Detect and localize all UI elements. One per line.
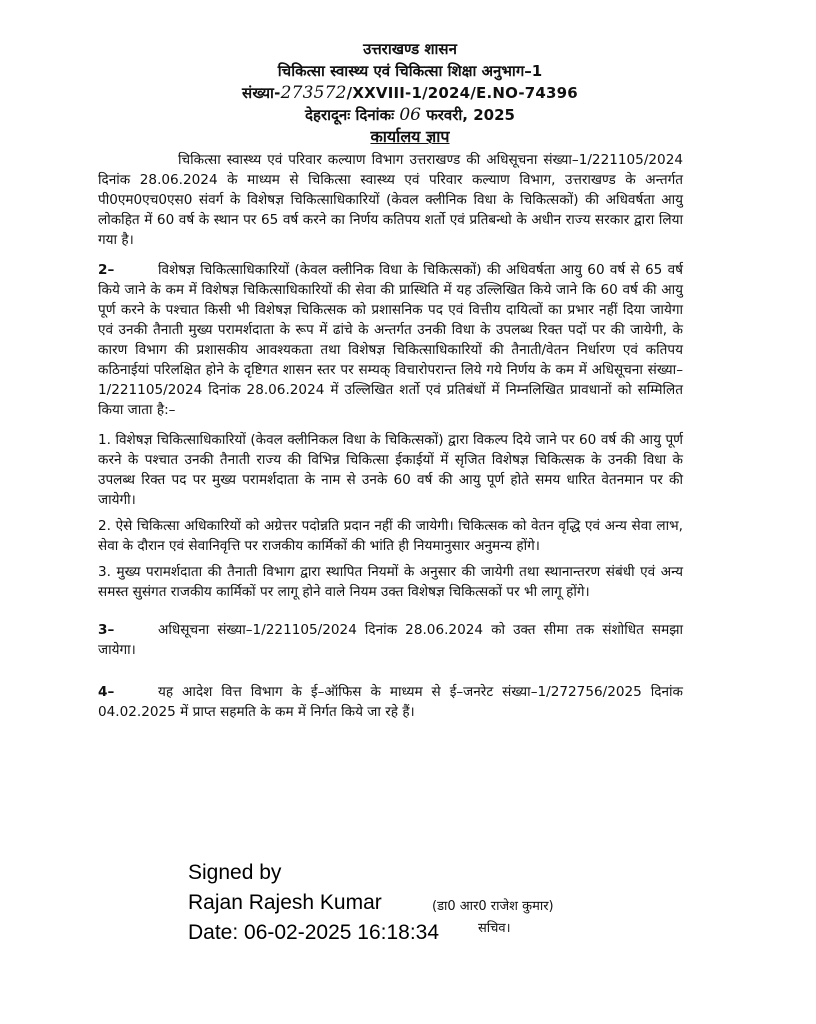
handwritten-day: 06	[399, 105, 421, 125]
date-prefix: देहरादूनः दिनांकः	[305, 106, 395, 124]
paragraph-4-number: 4–	[98, 684, 115, 700]
paragraph-2	[98, 260, 683, 420]
paragraph-1: चिकित्सा स्वास्थ्य एवं परिवार कल्याण विभाग उत्तराखण्ड की अधिसूचना संख्या–1/221105/2024 दिनांक 28.06.2024 के माध्यम से चिकित्सा स्वास्थ्य एवं परिवार कल्याण विभाग, उत्तराखण्ड के अन्तर्गत पी0एम0एच0एस0 संवर्ग के विशेषज्ञ चिकित्साधिकारियों (केवल क्लीनिक विधा के चिकित्सकों) की अधिवर्षता आयु लोकहित में 60 वर्ष के स्थान पर 65 वर्ष करने का निर्णय कतिपय शर्तो एवं प्रतिबन्धो के अधीन राज्य सरकार द्वारा लिया गया है।	[98, 152, 683, 248]
paragraph-3-number: 3–	[98, 622, 115, 638]
reference-prefix: संख्या-	[242, 84, 281, 102]
provision-1: 1. विशेषज्ञ चिकित्साधिकारियों (केवल क्लीनिकल विधा के चिकित्सकों) द्वारा विकल्प दिये जाने पर 60 वर्ष की आयु पूर्ण करने के पश्चात उनकी तैनाती राज्य की विभिन्न चिकित्सा ईकाईयों में सृजित विशेषज्ञ चिकित्सक के उनकी विधा के उपलब्ध रिक्त पद पर मुख्य परामर्शदाता के नाम से उनके 60 वर्ष की आयु पूर्ण होते समय धारित वेतनमान पर की जायेगी।	[98, 432, 683, 508]
paragraph-4	[98, 682, 683, 722]
reference-number	[200, 82, 620, 104]
paragraph-2-number: 2–	[98, 262, 115, 278]
handwritten-ref-number: 273572	[280, 83, 347, 103]
signatory-designation: सचिव।	[478, 921, 511, 936]
signed-by-label: Signed by	[188, 861, 282, 884]
letter-header	[200, 38, 620, 148]
paragraph-3	[98, 620, 683, 660]
digital-signature-block	[188, 858, 648, 948]
paragraph-3-text: अधिसूचना संख्या–1/221105/2024 दिनांक 28.06.2024 को उक्त सीमा तक संशोधित समझा जायेगा।	[98, 622, 683, 658]
memo-body	[98, 150, 683, 732]
department-name: चिकित्सा स्वास्थ्य एवं चिकित्सा शिक्षा अनुभाग–1	[277, 62, 543, 80]
reference-suffix: /XXVIII-1/2024/E.NO-74396	[346, 84, 578, 102]
provision-2: 2. ऐसे चिकित्सा अधिकारियों को अग्रेत्तर पदोन्नति प्रदान नहीं की जायेगी। चिकित्सक को वेतन वृद्धि एवं अन्य सेवा लाभ, सेवा के दौरान एवं सेवानिवृत्ति पर राजकीय कार्मिकों की भांति ही नियमानुसार अनुमन्य होंगे।	[98, 518, 683, 554]
provision-3: 3. मुख्य परामर्शदाता की तैनाती विभाग द्वारा स्थापित नियमों के अनुसार की जायेगी तथा स्थानान्तरण संबंधी एवं अन्य समस्त सुसंगत राजकीय कार्मिकों पर लागू होने वाले नियम उक्त विशेषज्ञ चिकित्सकों पर भी लागू होंगे।	[98, 564, 683, 600]
paragraph-4-text: यह आदेश वित्त विभाग के ई–ऑफिस के माध्यम से ई–जनरेट संख्या–1/272756/2025 दिनांक 04.02.2025 में प्राप्त सहमति के कम में निर्गत किये जा रहे हैं।	[98, 684, 683, 720]
signer-name: Rajan Rajesh Kumar	[188, 891, 382, 914]
signature-date: Date: 06-02-2025 16:18:34	[188, 921, 440, 944]
paragraph-2-text: विशेषज्ञ चिकित्साधिकारियों (केवल क्लीनिक विधा के चिकित्सकों) की अधिवर्षता आयु 60 वर्ष से 65 वर्ष किये जाने के कम में विशेषज्ञ चिकित्साधिकारियों की सेवा की प्रास्थिति में यह उल्लिखित किये जाने कि 60 वर्ष की आयु पूर्ण करने के पश्चात किसी भी विशेषज्ञ चिकित्सक को प्रशासनिक पद एवं वित्तीय दायित्वों का प्रभार नहीं दिया जायेगा एवं उनकी तैनाती मुख्य परामर्शदाता के रूप में ढांचे के अन्तर्गत उनकी विधा के उपलब्ध रिक्त पदों पर की जायेगी, के कारण विभाग की प्रशासकीय आवश्यकता तथा विशेषज्ञ चिकित्साधिकारियों की तैनाती/वेतन निर्धारण एवं कतिपय कठिनाईयां परिलक्षित होने के दृष्टिगत शासन स्तर पर सम्यक् विचारोपरान्त लिये गये निर्णय के कम में अधिसूचना संख्या–1/221105/2024 दिनांक 28.06.2024 में उल्लिखित शर्तो एवं प्रतिबंधों में निम्नलिखित प्रावधानों को सम्मिलित किया जाता है:–	[98, 262, 683, 418]
issue-date	[200, 104, 620, 126]
signatory-hindi-name: (डा0 आर0 राजेश कुमार)	[432, 899, 554, 914]
government-name: उत्तराखण्ड शासन	[363, 40, 457, 58]
memo-title: कार्यालय ज्ञाप	[370, 127, 450, 146]
date-suffix: फरवरी, 2025	[426, 106, 515, 124]
